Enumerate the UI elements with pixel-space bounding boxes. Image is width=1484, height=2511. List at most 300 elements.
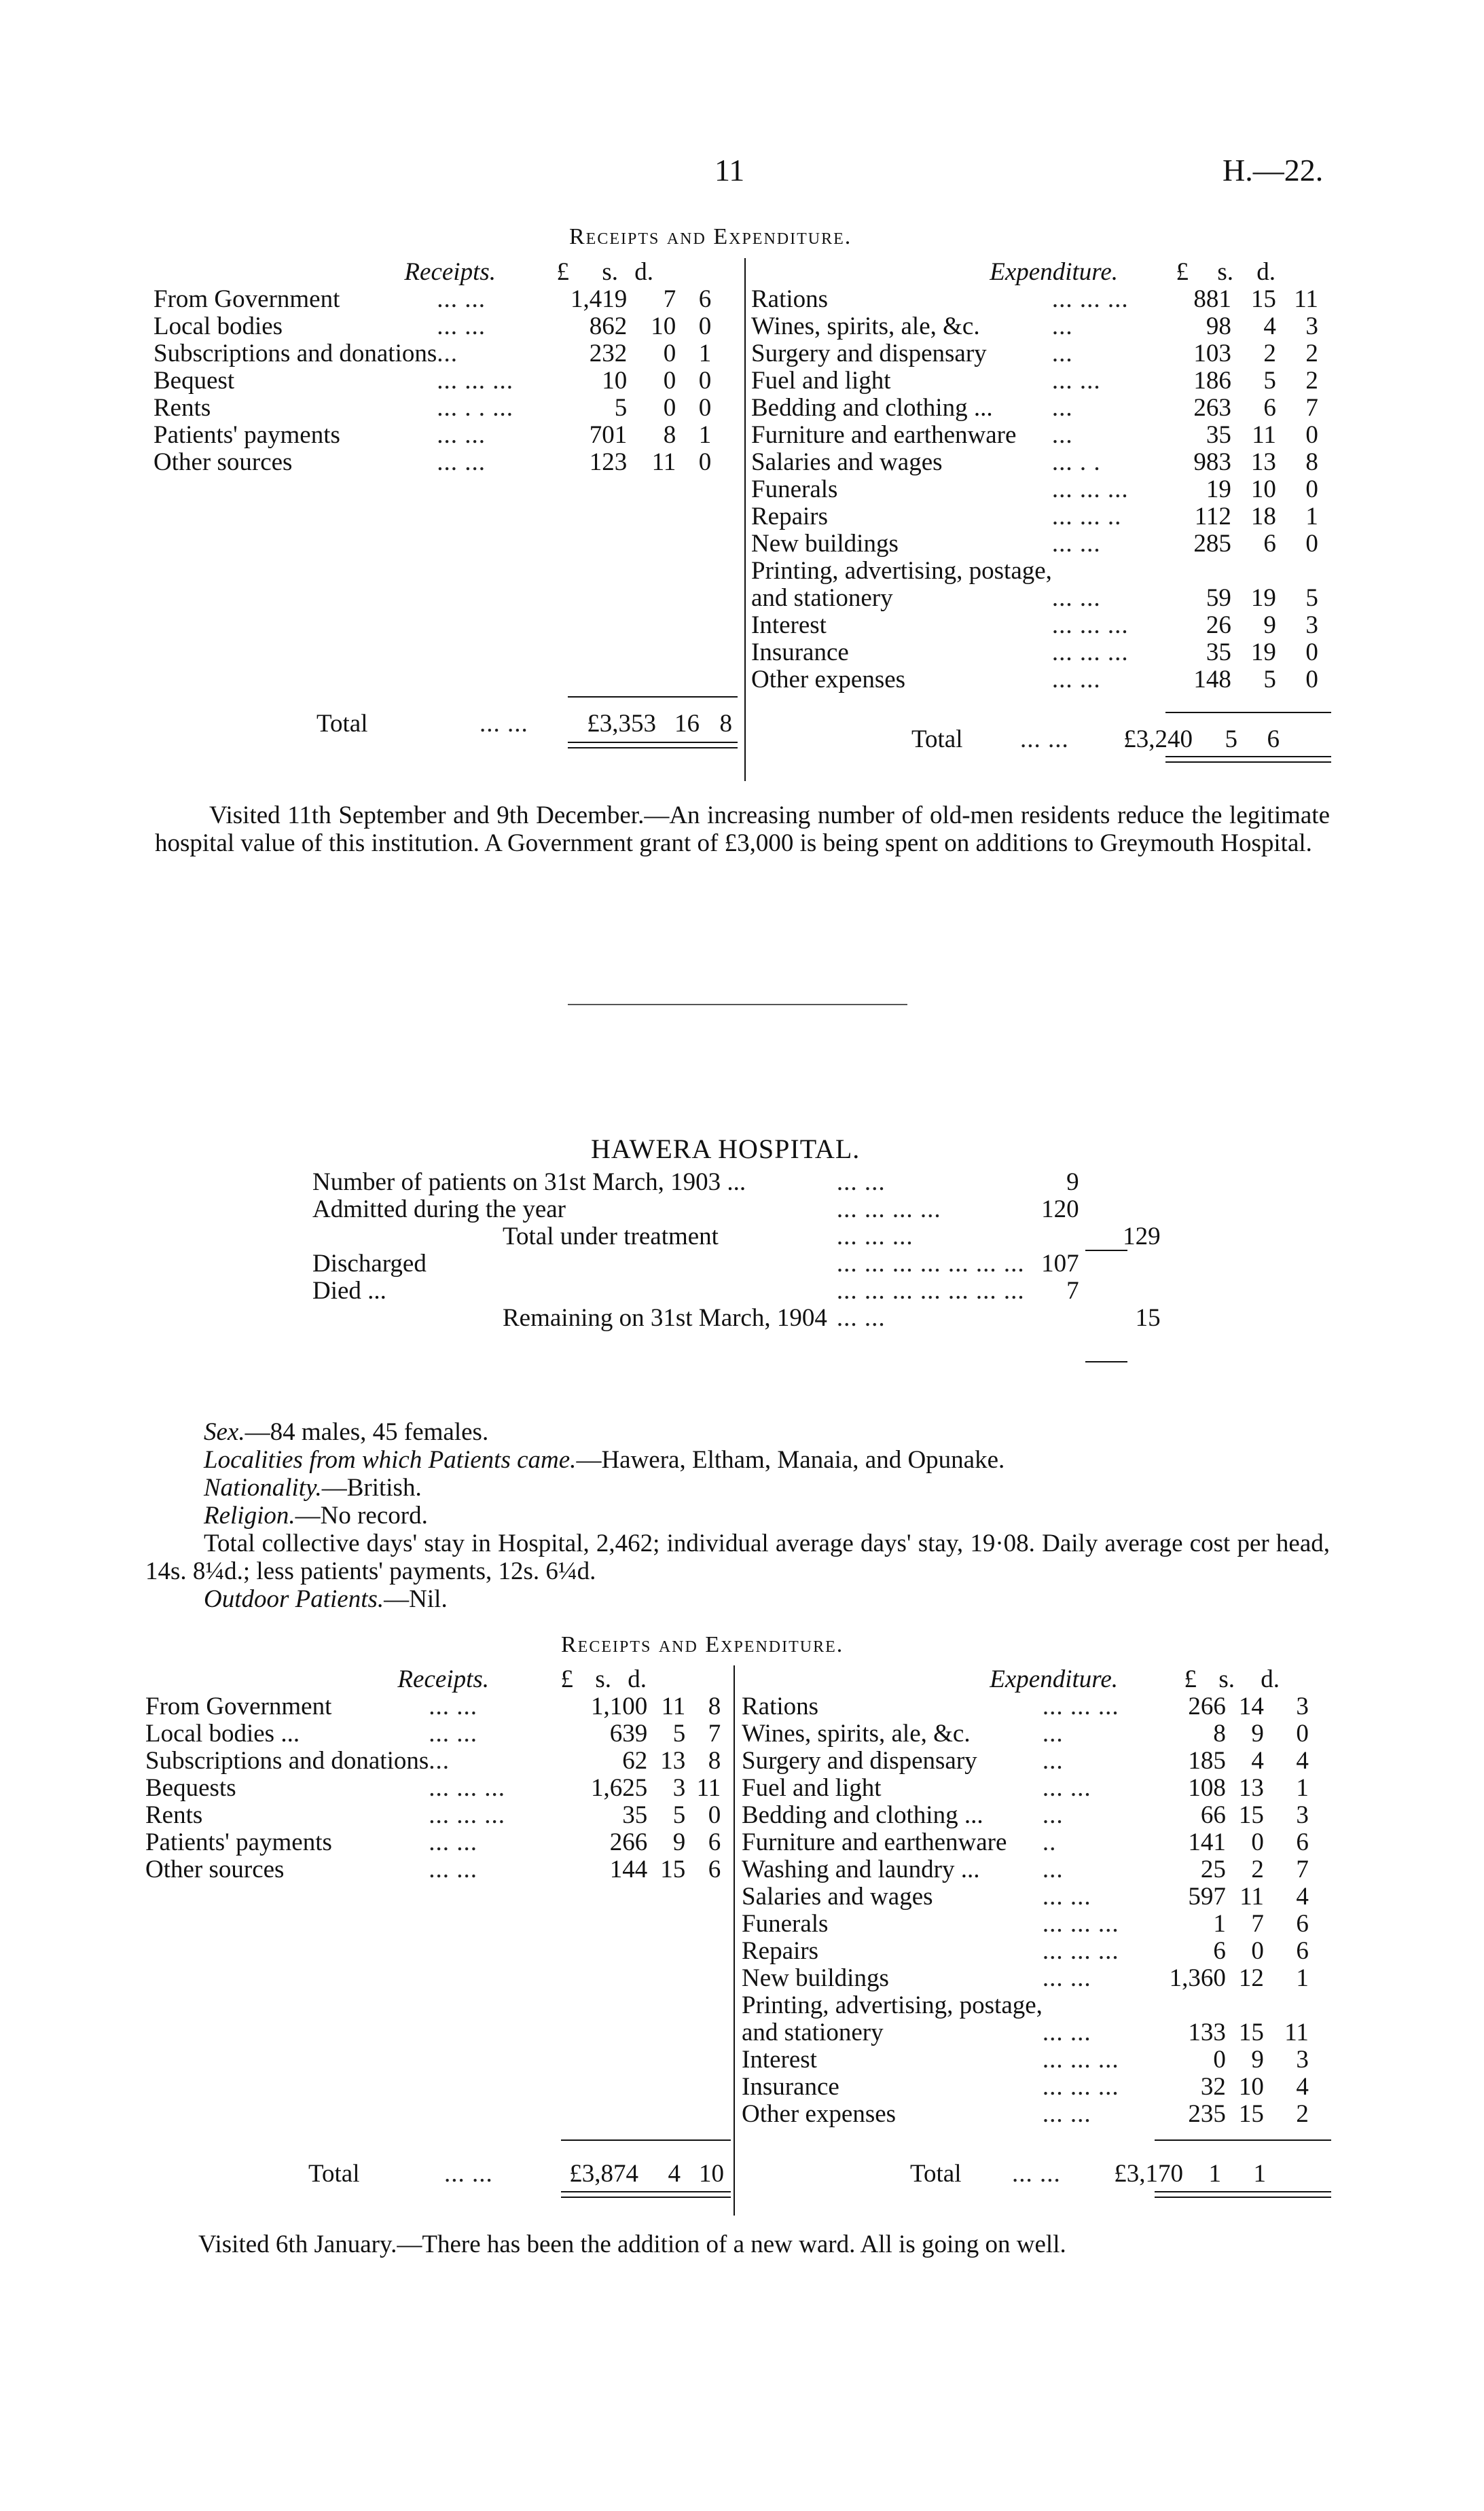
cell-s: 6 [1263,529,1276,558]
cell-l: 25 [1200,1855,1226,1883]
col-pence-head: d. [634,257,653,286]
page-number: 11 [714,153,745,187]
receipts-double-rule-1 [568,742,738,743]
cell-label: From Government [153,285,340,313]
table-row [145,1693,721,1720]
col-pounds-head: £ [560,1665,573,1693]
cell-label: Interest [751,611,827,639]
cell-d: 6 [1296,1909,1309,1938]
cell-l: 5 [614,393,628,422]
cell-dots: ... [1042,1746,1064,1775]
table-row [751,584,1318,611]
cell-label: and stationery [751,583,893,612]
cell-d: 6 [1296,1936,1309,1965]
cell-d: 4 [1296,1746,1309,1775]
table-row [153,285,711,312]
stat-dots: ... ... ... ... [836,1195,941,1223]
cell-dots: ... [1042,1801,1064,1829]
cell-s: 10 [1250,475,1276,503]
stat-dots: ... ... ... ... ... ... ... [836,1276,1025,1305]
cell-d: 11 [1294,285,1318,313]
table-row [751,448,1318,475]
cell-label: Interest [742,2045,817,2074]
sex-label: Sex. [204,1418,245,1446]
table-row [742,2046,1309,2073]
cell-d: 1 [1305,502,1318,530]
cell-d: 1 [1296,1773,1309,1802]
cell-s: 2 [1263,339,1276,367]
cell-d: 7 [1305,393,1318,422]
religion-label: Religion. [204,1502,295,1530]
section1-column-divider [744,258,746,781]
cell-l: 186 [1193,366,1231,395]
section1-receipts-table [153,258,711,475]
cell-s: 15 [1250,285,1276,313]
expenditure-heading: Expenditure. [990,257,1118,286]
table-row [742,1720,1309,1747]
cell-dots: ... ... ... [429,1773,506,1802]
cell-label: Wines, spirits, ale, &c. [742,1719,971,1748]
stat-row [312,1195,1161,1223]
stat-row [312,1304,1161,1331]
cell-l: 148 [1193,665,1231,693]
cell-dots [1043,1991,1165,2019]
cell-l: 285 [1193,529,1231,558]
cell-l: 66 [1200,1801,1226,1829]
cell-s: 19 [1250,638,1276,666]
stat-dots: ... ... [836,1168,886,1196]
cell-dots: ... ... ... [1051,638,1129,666]
cell-d: 1 [698,339,712,367]
cell-label: Surgery and dispensary [751,339,987,367]
cell-d: 7 [708,1719,721,1748]
cell-label: and stationery [742,2018,884,2046]
cell-d: 3 [1296,1801,1309,1829]
cell-l: 141 [1188,1828,1226,1856]
table-row [742,1964,1309,1991]
stat-row [312,1223,1161,1250]
cell-dots: ... [429,1746,450,1775]
stat-row [312,1250,1161,1277]
cell-dots: ... [1051,393,1073,422]
cell-label: New buildings [742,1964,889,1992]
cell-dots: ... . . [1051,448,1101,476]
stat-row [312,1168,1161,1195]
table-row [742,1747,1309,1774]
table-row [751,394,1318,421]
cell-s: 0 [1251,1828,1264,1856]
s2-expenditure-double-2 [1155,2197,1331,2198]
cell-label: From Government [145,1692,332,1720]
cell-label: Printing, advertising, postage, [751,556,1052,585]
cell-s: 15 [1238,2099,1264,2128]
s2-expenditure-total-rule [1155,2139,1331,2141]
cell-l: 263 [1193,393,1231,422]
receipts-total-rule [568,696,738,698]
cell-l: 1,360 [1169,1964,1226,1992]
cell-dots: ... ... [437,285,486,313]
section-separator [568,1004,907,1005]
cell-dots: ... ... [1051,583,1101,612]
table-row [751,557,1318,584]
cell-dots: ... ... [429,1828,478,1856]
cell-label: Funerals [751,475,838,503]
cell-l: 62 [622,1746,648,1775]
cell-label: Other sources [145,1855,285,1883]
stat-v1 [1025,1223,1079,1250]
cell-dots: ... ... ... [1051,285,1129,313]
cell-s: 15 [1238,2018,1264,2046]
cell-l: 8 [1213,1719,1226,1748]
cell-s: 3 [672,1773,686,1802]
cell-label: Repairs [742,1936,819,1965]
table-row [742,1828,1309,1856]
table-row [751,367,1318,394]
table-row [153,448,711,475]
cell-s: 13 [660,1746,686,1775]
cell-dots: ... ... [429,1855,478,1883]
cell-l: 185 [1188,1746,1226,1775]
cell-dots: ... ... [1051,665,1101,693]
col-pounds-head: £ [1184,1665,1197,1693]
cell-s: 0 [663,393,676,422]
cell-d: 8 [708,1746,721,1775]
cell-l: 19 [1206,475,1231,503]
table-row [742,2100,1309,2127]
cell-l: 35 [622,1801,648,1829]
hawera-title: HAWERA HOSPITAL. [591,1134,861,1164]
cell-s: 14 [1238,1692,1264,1720]
col-shillings-head: s. [1217,257,1233,286]
cell-label: Rents [145,1801,203,1829]
section1-title: Receipts and Expenditure. [569,224,852,249]
cell-l: 144 [609,1855,648,1883]
stay-note: Total collective days' stay in Hospital, 2,462; individual average days' stay, 19·08. Daily average cost per head, 14s. 8¼d.; less patients' payments, 12s. 6¼d. [145,1530,1330,1585]
cell-l: 10 [602,366,628,395]
cell-dots: ... ... ... [1051,475,1129,503]
cell-l: 983 [1193,448,1231,476]
cell-d: 0 [1305,638,1318,666]
cell-s: 11 [1239,1882,1264,1911]
cell-s: 15 [1238,1801,1264,1829]
table-row [751,340,1318,367]
section1-visit-note: Visited 11th September and 9th December.—An increasing number of old-men residents reduce the legitimate hospital value of this institution. A Government grant of £3,000 is being spent on additions to Greymouth Hospital. [155,801,1330,857]
cell-label: Subscriptions and donations [145,1746,429,1775]
cell-l: 6 [1213,1936,1226,1965]
stat-v2 [1079,1277,1161,1304]
outdoor-patients [204,1585,1290,1613]
cell-d: 8 [708,1692,721,1720]
cell-l: 639 [609,1719,648,1748]
cell-dots: ... ... ... [1042,1692,1119,1720]
cell-label: Patients' payments [145,1828,332,1856]
table-row [153,312,711,340]
cell-l: 235 [1188,2099,1226,2128]
section2-title: Receipts and Expenditure. [561,1632,844,1657]
cell-l: 26 [1206,611,1231,639]
cell-l: 266 [609,1828,648,1856]
stat-label: Total under treatment [503,1222,719,1250]
cell-label: Fuel and light [742,1773,882,1802]
cell-l [1178,557,1231,584]
receipts-heading: Receipts. [397,1665,489,1693]
cell-s: 5 [672,1801,686,1829]
stat-dots: ... ... ... [836,1222,913,1250]
cell-label: Rations [751,285,829,313]
hawera-details [204,1418,1331,1530]
col-pounds-head: £ [556,257,569,286]
section1-receipts-total: Total ... ... £3,353 16 8 [316,709,732,738]
table-row [751,312,1318,340]
cell-label: Other sources [153,448,293,476]
cell-label: Salaries and wages [751,448,943,476]
cell-l: 59 [1206,583,1231,612]
cell-d: 3 [1296,1692,1309,1720]
cell-dots: ... ... [437,420,486,449]
cell-s: 9 [1263,611,1276,639]
cell-d: 3 [1296,2045,1309,2074]
receipts-heading: Receipts. [404,257,496,286]
cell-d: 4 [1296,1882,1309,1911]
cell-s: 10 [651,312,676,340]
cell-d: 7 [1296,1855,1309,1883]
cell-dots: ... [1042,1719,1064,1748]
table-row [145,1720,721,1747]
cell-label: Bedding and clothing ... [751,393,993,422]
cell-d: 6 [1296,1828,1309,1856]
cell-l: 108 [1188,1773,1226,1802]
cell-dots [1052,557,1178,584]
stat-v1: 7 [1066,1276,1079,1305]
cell-s [1231,557,1276,584]
cell-dots: ... ... [1042,1964,1091,1992]
cell-dots: ... ... [429,1692,478,1720]
cell-s: 0 [663,339,676,367]
table-row [742,1910,1309,1937]
cell-d: 0 [698,312,712,340]
cell-d: 11 [1284,2018,1309,2046]
expenditure-total-rule [1165,712,1331,713]
section2-expenditure-table [742,1665,1309,2127]
cell-d: 11 [696,1773,721,1802]
stat-label: Number of patients on 31st March, 1903 ... [312,1168,746,1196]
cell-l: 1 [1213,1909,1226,1938]
cell-s: 12 [1238,1964,1264,1992]
table-row [742,2019,1309,2046]
table-row [742,1883,1309,1910]
cell-dots: ... ... [1042,1773,1091,1802]
expenditure-heading: Expenditure. [990,1665,1118,1693]
cell-label: Rents [153,393,211,422]
table-row [742,1991,1309,2019]
cell-d: 0 [1305,420,1318,449]
cell-label: Repairs [751,502,829,530]
stat-v1: 9 [1066,1168,1079,1196]
col-pounds-head: £ [1176,257,1189,286]
cell-d: 0 [708,1801,721,1829]
table-row [751,421,1318,448]
cell-label: Salaries and wages [742,1882,933,1911]
stat-v1: 107 [1041,1249,1079,1278]
cell-s: 2 [1251,1855,1264,1883]
cell-d: 0 [1305,665,1318,693]
s2-receipts-double-1 [561,2191,731,2192]
cell-s: 4 [1251,1746,1264,1775]
nationality-value: —British. [321,1474,422,1502]
cell-d: 3 [1305,312,1318,340]
religion-value: —No record. [295,1502,428,1530]
cell-label: Printing, advertising, postage, [742,1991,1043,2019]
cell-s: 11 [651,448,676,476]
cell-l: 266 [1188,1692,1226,1720]
stat-dots: ... ... [836,1303,886,1332]
cell-s: 5 [1263,665,1276,693]
cell-dots: ... ... ... [1051,611,1129,639]
cell-d: 6 [708,1828,721,1856]
table-row [742,1693,1309,1720]
stat-dots: ... ... ... ... ... ... ... [836,1249,1025,1278]
cell-dots: ... ... [437,312,486,340]
cell-s: 7 [1251,1909,1264,1938]
cell-label: Funerals [742,1909,829,1938]
cell-d: 0 [698,448,712,476]
cell-d: 0 [698,366,712,395]
cell-label: Local bodies [153,312,283,340]
stat-v2: 15 [1135,1303,1161,1332]
localities-value: —Hawera, Eltham, Manaia, and Opunake. [576,1446,1005,1474]
stat-v2 [1079,1250,1161,1277]
cell-label: Other expenses [751,665,906,693]
col-shillings-head: s. [595,1665,611,1693]
cell-label: Fuel and light [751,366,891,395]
cell-d: 5 [1305,583,1318,612]
cell-l: 862 [589,312,628,340]
outdoor-value: —Nil. [384,1585,448,1613]
cell-l: 881 [1193,285,1231,313]
table-row [742,1801,1309,1828]
section1-expenditure-total: Total ... ... £3,240 5 6 [911,725,1280,753]
cell-dots: ... ... [1051,366,1101,395]
cell-d: 0 [1305,529,1318,558]
cell-l: 123 [589,448,628,476]
cell-d [1276,557,1318,584]
stat-label: Died ... [312,1276,386,1305]
stat-v2: 129 [1123,1222,1161,1250]
s2-receipts-double-2 [561,2197,731,2198]
table-row [742,1774,1309,1801]
table-row [153,340,711,367]
table-row [751,638,1318,666]
cell-dots: ... ... [1051,529,1101,558]
cell-label: Washing and laundry ... [742,1855,980,1883]
stats-rule-2 [1085,1361,1127,1362]
cell-dots: ... ... [429,1719,478,1748]
table-row [742,1937,1309,1964]
localities-label: Localities from which Patients came. [204,1446,577,1474]
cell-l: 133 [1188,2018,1226,2046]
stat-row [312,1277,1161,1304]
cell-l: 232 [589,339,628,367]
section2-column-divider [734,1665,735,2216]
stat-v2 [1079,1168,1161,1195]
cell-dots: ... ... ... [1042,2072,1119,2101]
cell-d [1264,1991,1309,2019]
cell-dots: ... [1051,420,1073,449]
col-shillings-head: s. [1218,1665,1235,1693]
table-row [153,367,711,394]
cell-s: 7 [663,285,676,313]
cell-dots: ... ... ... [437,366,514,395]
cell-l: 1,625 [591,1773,648,1802]
cell-dots: ... ... ... [1042,1936,1119,1965]
expenditure-double-rule-2 [1165,761,1331,763]
cell-d: 3 [1305,611,1318,639]
cell-dots: ... [1051,339,1073,367]
cell-l: 35 [1206,420,1231,449]
table-row [751,285,1318,312]
cell-d: 0 [698,393,712,422]
table-row [153,421,711,448]
table-row [751,530,1318,557]
cell-s: 5 [672,1719,686,1748]
cell-dots: ... ... .. [1051,502,1122,530]
cell-l [1165,1991,1226,2019]
cell-d: 8 [1305,448,1318,476]
nationality-label: Nationality. [204,1474,322,1502]
stat-label: Admitted during the year [312,1195,566,1223]
cell-dots: ... ... [1042,2018,1091,2046]
document-code: H.—22. [1223,153,1324,187]
cell-label: Insurance [751,638,849,666]
outdoor-label: Outdoor Patients. [204,1585,384,1613]
patient-statistics [312,1168,1161,1331]
stat-v2 [1079,1195,1161,1223]
cell-s: 13 [1238,1773,1264,1802]
cell-d: 2 [1305,366,1318,395]
cell-l: 103 [1193,339,1231,367]
cell-label: Rations [742,1692,819,1720]
s2-receipts-total-rule [561,2139,731,2141]
cell-d: 0 [1296,1719,1309,1748]
cell-label: New buildings [751,529,899,558]
cell-label: Wines, spirits, ale, &c. [751,312,980,340]
cell-s: 9 [1251,1719,1264,1748]
cell-l: 1,100 [591,1692,648,1720]
table-row [742,1856,1309,1883]
cell-l: 112 [1194,502,1231,530]
cell-d: 4 [1296,2072,1309,2101]
cell-dots: ... ... [1042,1882,1091,1911]
cell-s: 18 [1250,502,1276,530]
cell-label: Local bodies ... [145,1719,300,1748]
cell-label: Furniture and earthenware [751,420,1017,449]
cell-d: 6 [708,1855,721,1883]
cell-dots: ... [1051,312,1073,340]
cell-s: 9 [672,1828,686,1856]
section2-receipts-total: Total ... ... £3,874 4 10 [308,2159,724,2188]
cell-dots: ... ... ... [1042,1909,1119,1938]
cell-s: 9 [1251,2045,1264,2074]
cell-s: 6 [1263,393,1276,422]
col-shillings-head: s. [602,257,618,286]
col-pence-head: d. [1261,1665,1280,1693]
cell-dots: .. [1042,1828,1057,1856]
cell-l: 35 [1206,638,1231,666]
cell-d: 6 [698,285,712,313]
cell-s: 19 [1250,583,1276,612]
table-row [145,1801,721,1828]
section2-visit-note: Visited 6th January.—There has been the addition of a new ward. All is going on well. [198,2230,1066,2258]
